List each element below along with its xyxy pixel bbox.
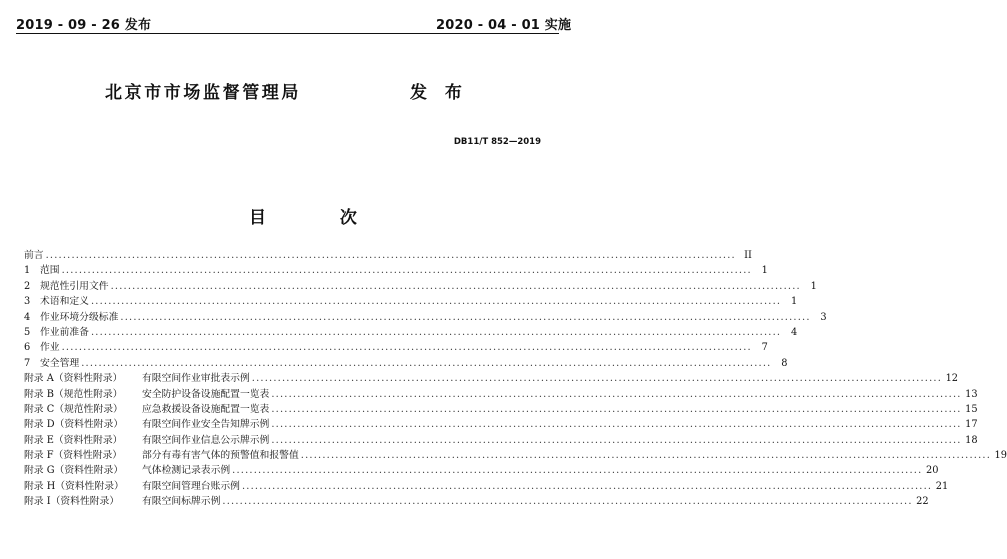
appendix-title: 有限空间作业审批表示例 [142, 373, 250, 385]
toc-entry-title: 范围 [40, 265, 60, 277]
toc-entry[interactable] [24, 248, 752, 263]
toc-entry-number: 2 [24, 280, 31, 292]
appendix-title: 安全防护设备设施配置一览表 [142, 388, 270, 400]
toc-leader: ................................................................................................................................................................ [81, 357, 772, 369]
toc-leader: ................................................................................................................................................................ [222, 496, 913, 508]
toc-entry-title: 作业 [40, 342, 60, 354]
toc-entry-title: 安全管理 [40, 357, 80, 369]
appendix-label: 附录 D（资料性附录） [24, 419, 124, 431]
toc-appendix[interactable] [24, 402, 978, 417]
toc-entry-number: 5 [24, 326, 31, 338]
implementation-date: 2020 - 04 - 01 实施 [436, 18, 572, 33]
toc-leader: ................................................................................................................................................................ [110, 280, 801, 292]
toc-leader: ................................................................................................................................................................ [251, 373, 943, 385]
appendix-page: 20 [925, 465, 939, 477]
toc-leader: ................................................................................................................................................................ [61, 342, 752, 354]
toc-leader: ................................................................................................................................................................ [271, 388, 962, 400]
toc-entry-number: 7 [24, 357, 31, 369]
standard-code: DB11/T 852—2019 [453, 137, 541, 147]
appendix-page: 22 [916, 496, 929, 508]
toc-entry-page: II [744, 250, 752, 261]
appendix-title: 有限空间标牌示例 [142, 496, 221, 508]
appendix-page: 13 [965, 388, 978, 400]
toc-entry-title: 术语和定义 [40, 296, 89, 308]
toc-leader: ................................................................................................................................................................ [90, 326, 782, 338]
appendix-title: 气体检测记录表示例 [142, 465, 231, 477]
toc-entry-page: 4 [791, 326, 798, 338]
appendix-label: 附录 H（资料性附录） [24, 480, 124, 492]
issue-date: 2019 - 09 - 26 发布 [16, 18, 152, 33]
header-bar [0, 0, 572, 36]
toc-entry-page: 1 [810, 280, 817, 292]
toc-leader: ................................................................................................................................................................ [271, 419, 962, 431]
appendix-label: 附录 A（资料性附录） [24, 373, 123, 385]
appendix-page: 19 [994, 450, 1007, 462]
toc-entry[interactable] [24, 325, 798, 340]
toc-leader: ................................................................................................................................................................ [61, 265, 752, 277]
toc-leader: ................................................................................................................................................................ [241, 480, 933, 492]
appendix-page: 15 [965, 403, 978, 415]
publisher-name: 北京市市场监督管理局 [105, 83, 301, 103]
appendix-page: 21 [935, 480, 949, 492]
toc-entry[interactable] [24, 279, 817, 294]
publish-label: 发 布 [410, 83, 468, 103]
toc-entry-page: 8 [781, 357, 788, 369]
toc-entry-page: 1 [791, 296, 798, 308]
toc-leader: ................................................................................................................................................................ [90, 296, 782, 308]
toc-appendix[interactable] [24, 494, 929, 509]
appendix-title: 有限空间作业安全告知牌示例 [142, 419, 270, 431]
appendix-label: 附录 I（资料性附录） [24, 496, 120, 508]
toc-leader: ................................................................................................................................................................ [232, 465, 923, 477]
appendix-title: 应急救援设备设施配置一览表 [142, 403, 270, 415]
toc-entry-title: 前言 [24, 250, 44, 261]
toc-entry-number: 1 [24, 265, 31, 277]
toc-appendix[interactable] [24, 371, 959, 386]
toc-entry[interactable] [24, 294, 798, 309]
header-rule [16, 33, 559, 34]
toc-appendix[interactable] [24, 463, 939, 478]
toc-leader: ................................................................................................................................................................ [120, 311, 811, 323]
toc-leader: ................................................................................................................................................................ [271, 403, 962, 415]
toc-title: 目 次 [249, 208, 391, 228]
appendix-label: 附录 G（资料性附录） [24, 465, 124, 477]
toc-entry[interactable] [24, 263, 768, 278]
appendix-page: 18 [965, 434, 978, 446]
toc-entry[interactable] [24, 340, 768, 355]
toc-appendix[interactable] [24, 387, 978, 402]
toc-entry-page: 3 [820, 311, 827, 323]
appendix-title: 有限空间作业信息公示牌示例 [142, 434, 270, 446]
toc-entry-page: 1 [761, 265, 768, 277]
toc-entry-number: 4 [24, 311, 31, 323]
toc-appendix[interactable] [24, 433, 978, 448]
appendix-label: 附录 F（资料性附录） [24, 450, 123, 462]
appendix-page: 12 [945, 373, 959, 385]
appendix-title: 部分有毒有害气体的预警值和报警值 [142, 450, 299, 462]
appendix-title: 有限空间管理台账示例 [142, 480, 240, 492]
appendix-label: 附录 C（规范性附录） [24, 403, 123, 415]
toc-appendix[interactable] [24, 417, 978, 432]
toc-entry-title: 作业环境分级标准 [40, 311, 119, 323]
toc-entry-page: 7 [761, 342, 768, 354]
toc-entry-title: 规范性引用文件 [40, 280, 109, 292]
toc-leader: ................................................................................................................................................................ [271, 434, 962, 446]
toc-appendix[interactable] [24, 479, 949, 494]
toc-entry-title: 作业前准备 [40, 326, 89, 338]
appendix-label: 附录 B（规范性附录） [24, 388, 123, 400]
appendix-page: 17 [965, 419, 978, 431]
toc-entry-number: 3 [24, 296, 31, 308]
toc-appendix[interactable] [24, 448, 1007, 463]
toc-entry[interactable] [24, 310, 827, 325]
toc-leader: ................................................................................................................................................................ [45, 250, 736, 261]
appendix-label: 附录 E（资料性附录） [24, 434, 123, 446]
toc-leader: ................................................................................................................................................................ [300, 450, 992, 462]
table-of-contents [24, 248, 1007, 510]
toc-entry-number: 6 [24, 342, 31, 354]
toc-entry[interactable] [24, 356, 788, 371]
